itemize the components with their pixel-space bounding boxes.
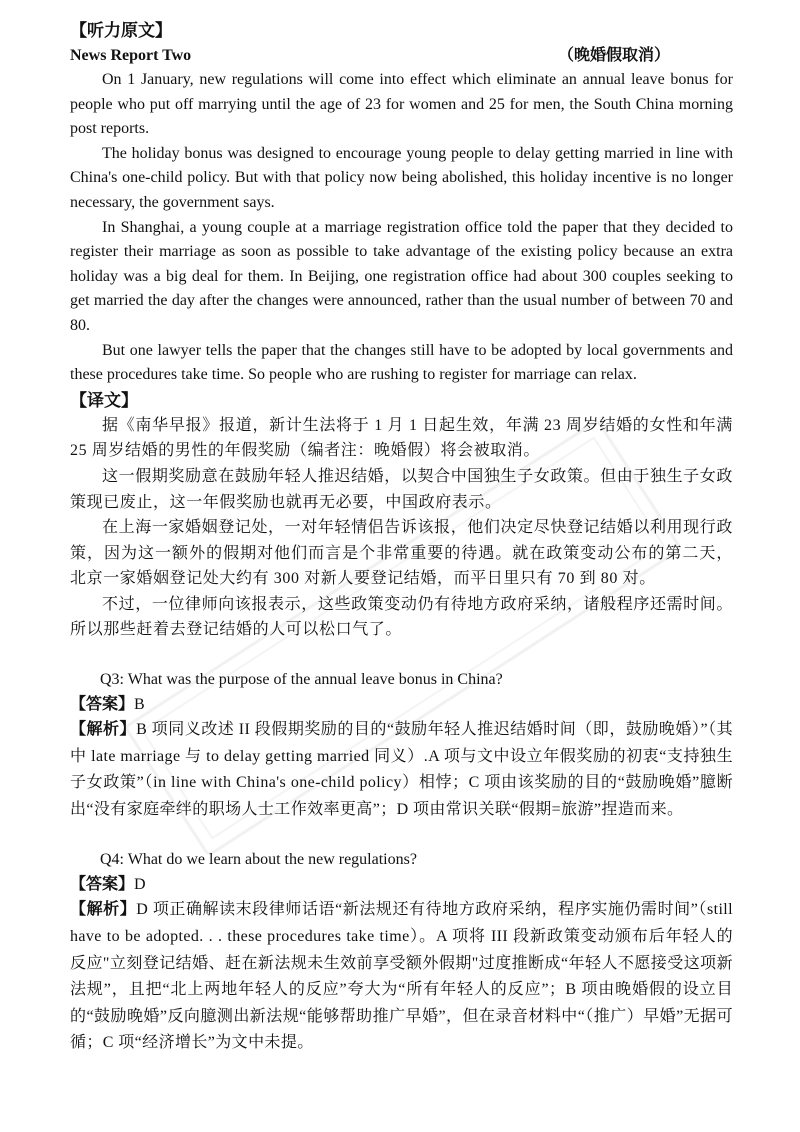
english-paragraph: On 1 January, new regulations will come into effect which eliminate an annual leave bonus for people who put off marrying until the age of 23 for women and 25 for men, the South China morning post reports. — [70, 71, 733, 138]
analysis-text: B 项同义改述 II 段假期奖励的目的“鼓励年轻人推迟结婚时间（即，鼓励晚婚）”（其中 late marriage 与 to delay getting married 同义）.A 项与文中设立年假奖励的初衷“支持独生子女政策”（in line with China's one-child policy）相悖；C 项由该奖励的目的“鼓励晚婚”臆断出“没有家庭牵绊的职场人士工作效率更高”；D 项由常识关联“假期=旅游”捏造而来。 — [70, 721, 733, 818]
question-q3: Q3: What was the purpose of the annual leave bonus in China? — [100, 671, 503, 689]
chinese-paragraph: 不过，一位律师向该报表示，这些政策变动仍有待地方政府采纳，诸般程序还需时间。所以那些赶着去登记结婚的人可以松口气了。 — [70, 595, 733, 639]
english-paragraph: But one lawyer tells the paper that the changes still have to be adopted by local governments and these procedures take time. So people who are rushing to register for marriage can relax. — [70, 341, 733, 384]
answer-value: D — [134, 876, 146, 894]
english-paragraph: The holiday bonus was designed to encourage young people to delay getting married in line with China's one-child policy. But with that policy now being abolished, this holiday incentive is no longer necessary, the government says. — [70, 144, 733, 211]
analysis-label: 【解析】 — [70, 721, 137, 739]
answer-label: 【答案】 — [70, 696, 135, 714]
answer-label: 【答案】 — [70, 876, 135, 894]
report-subtitle: （晚婚假取消） — [557, 47, 670, 64]
section-heading-original: 【听力原文】 — [70, 21, 172, 40]
answer-q4 — [70, 872, 733, 897]
analysis-q4 — [70, 897, 733, 1057]
english-paragraph: In Shanghai, a young couple at a marriage registration office told the paper that they decided to register their marriage as soon as possible to take advantage of the existing policy because an extra holiday was a big deal for them. In Beijing, one registration office had about 300 couples seeking to get married the day after the changes were announced, rather than the usual number of between 70 and 80. — [70, 218, 733, 334]
section-heading-translation: 【译文】 — [70, 390, 138, 410]
answer-value: B — [134, 696, 145, 714]
question-q4: Q4: What do we learn about the new regulations? — [100, 851, 417, 869]
chinese-paragraph: 在上海一家婚姻登记处，一对年轻情侣告诉该报，他们决定尽快登记结婚以利用现行政策，因为这一额外的假期对他们而言是个非常重要的待遇。就在政策变动公布的第二天，北京一家婚姻登记处大约有 300 对新人要登记结婚，而平日里只有 70 到 80 对。 — [70, 519, 733, 588]
document-page — [70, 18, 733, 1057]
analysis-q3 — [70, 717, 733, 823]
report-title-row — [70, 43, 670, 68]
analysis-label: 【解析】 — [70, 901, 137, 919]
analysis-text: D 项正确解读末段律师话语“新法规还有待地方政府采纳，程序实施仍需时间”（still have to be adopted. . . these procedures take time）。A 项将 III 段新政策变动颁布后年轻人的反应"立刻登记结婚、赶在新法规未生效前享受额外假期"过度推断成“年轻人不愿接受这项新法规”，且把“北上两地年轻人的反应”夸大为“所有年轻人的反应”；B 项由晚婚假的设立目的“鼓励晚婚”反向臆测出新法规“能够帮助推广早婚”，但在录音材料中“（推广）早婚”无据可循；C 项“经济增长”为文中未提。 — [70, 901, 733, 1052]
chinese-paragraph: 据《南华早报》报道，新计生法将于 1 月 1 日起生效，年满 23 周岁结婚的女性和年满 25 周岁结婚的男性的年假奖励（编者注：晚婚假）将会被取消。 — [70, 416, 733, 460]
chinese-paragraph: 这一假期奖励意在鼓励年轻人推迟结婚，以契合中国独生子女政策。但由于独生子女政策现已废止，这一年假奖励也就再无必要，中国政府表示。 — [70, 467, 733, 511]
report-title: News Report Two — [70, 47, 192, 64]
answer-q3 — [70, 692, 733, 717]
